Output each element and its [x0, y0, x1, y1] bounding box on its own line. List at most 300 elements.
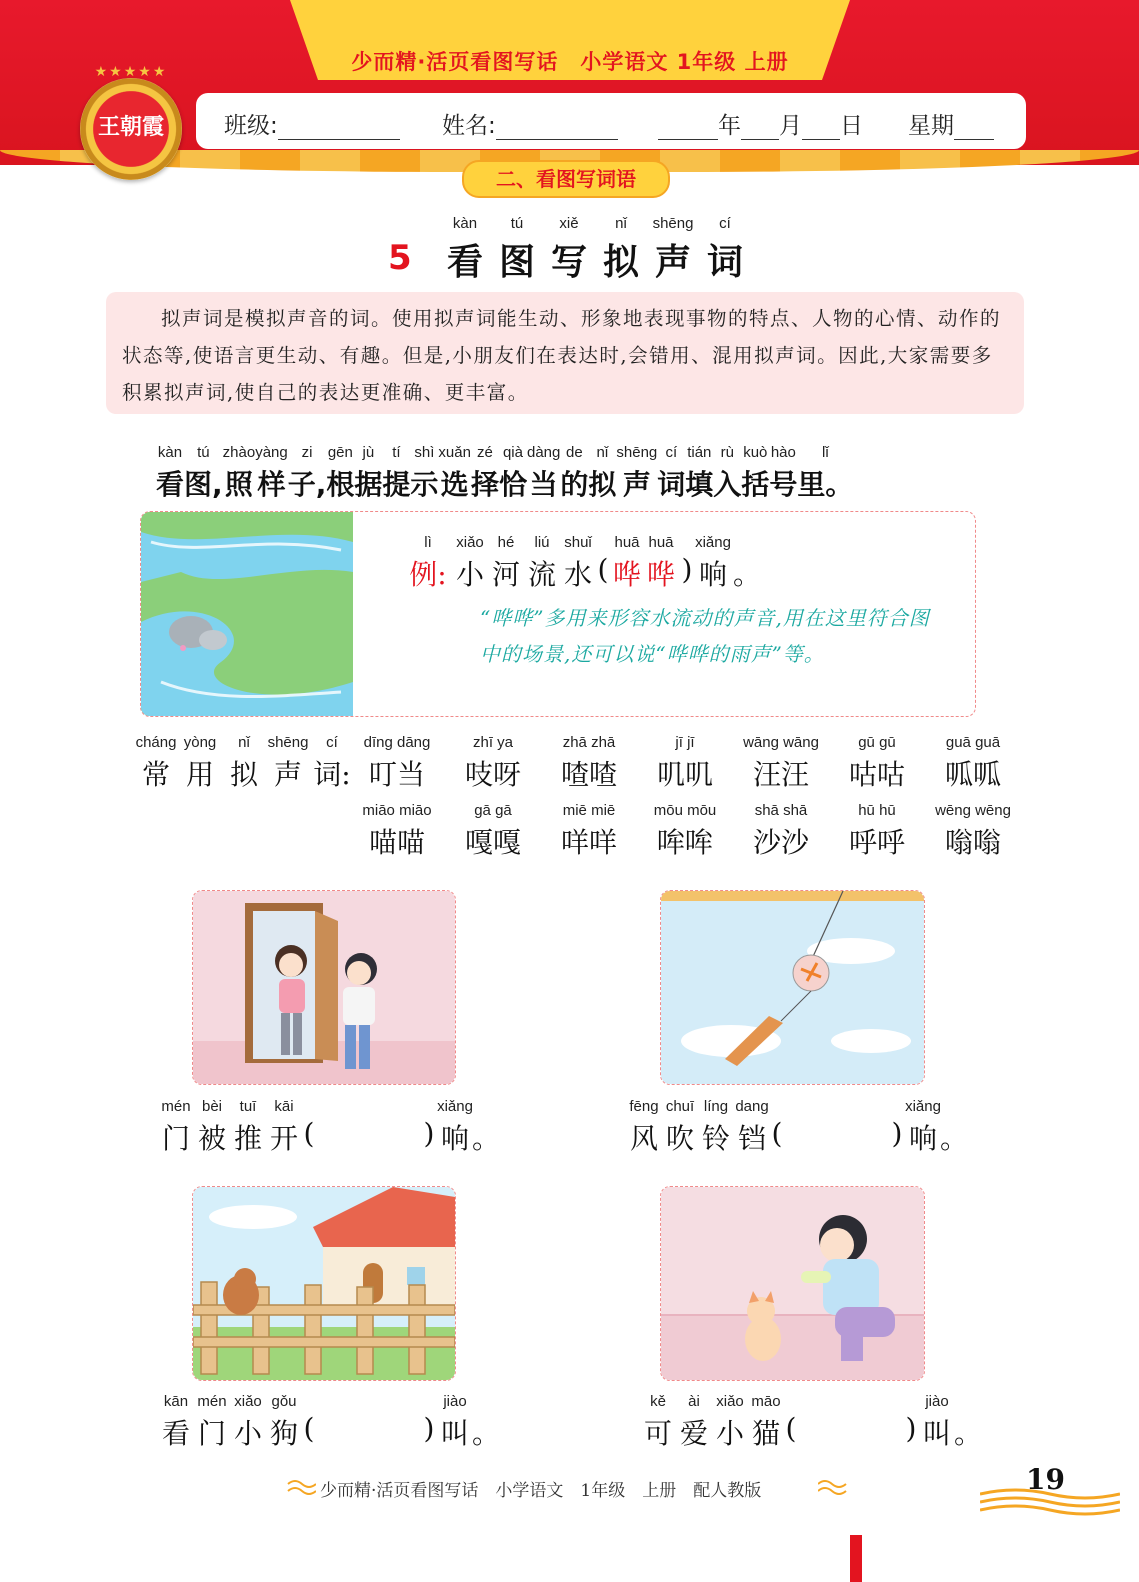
- pinyin: yàng: [255, 444, 288, 461]
- hanzi: ): [905, 1412, 917, 1445]
- pinyin: dīng dāng: [363, 734, 431, 751]
- period: [954, 1392, 982, 1452]
- pinyin: chuī: [665, 1098, 695, 1115]
- onomatopoeia-word: [458, 801, 528, 861]
- pinyin: zé: [477, 444, 493, 461]
- title-char: [550, 214, 588, 285]
- hanzi: 叮当: [368, 758, 425, 791]
- exercise-char: [676, 1392, 712, 1452]
- pinyin: wāng wāng: [743, 734, 819, 751]
- paren: [302, 1392, 316, 1452]
- pinyin: liú: [534, 534, 550, 551]
- exercise-char: [158, 1392, 194, 1452]
- pinyin: nǐ: [238, 734, 250, 751]
- hanzi: 吱呀: [464, 758, 521, 791]
- pinyin: fēng: [629, 1098, 659, 1115]
- hanzi: 写: [550, 242, 587, 283]
- month-label: 月: [779, 113, 802, 139]
- instruction-char: [560, 443, 588, 503]
- example-char: [696, 533, 730, 593]
- onomatopoeia-word: [842, 733, 912, 793]
- instruction-char: [741, 443, 769, 503]
- wave-left-icon: [286, 1478, 316, 1496]
- exercise-char: [438, 1392, 472, 1452]
- year-blank[interactable]: [658, 117, 718, 140]
- pinyin: bèi: [201, 1098, 223, 1115]
- paren: [420, 1097, 438, 1157]
- hanzi: 喵喵: [368, 826, 425, 859]
- instruction-char: [156, 443, 184, 503]
- instruction-char: [223, 443, 256, 503]
- example-answer-char: [610, 533, 644, 593]
- onomatopoeia-word: [362, 733, 432, 793]
- exercise-char: [266, 1392, 302, 1452]
- exercise-guard-dog[interactable]: [158, 1392, 500, 1452]
- instruction: [156, 443, 853, 503]
- lesson-title: [446, 214, 744, 285]
- class-field[interactable]: [224, 107, 400, 140]
- star-icon: ★★★★★: [94, 64, 168, 80]
- instruction-char: [288, 443, 327, 503]
- hanzi: 汪汪: [752, 758, 809, 791]
- instruction-char: [382, 443, 410, 503]
- hanzi: 提: [382, 468, 411, 501]
- hanzi: 里。: [797, 468, 854, 501]
- river-illustration: [141, 512, 353, 716]
- answer-blank[interactable]: [316, 1392, 420, 1452]
- pinyin: māo: [751, 1393, 781, 1410]
- pinyin: jù: [362, 444, 375, 461]
- answer-blank[interactable]: [316, 1097, 420, 1157]
- pinyin: cí: [665, 444, 678, 461]
- hanzi: (: [771, 1117, 783, 1150]
- hanzi: 猫: [751, 1417, 780, 1450]
- pinyin: tí: [392, 444, 401, 461]
- hanzi: 当: [529, 468, 558, 501]
- pinyin: zhā zhā: [562, 734, 616, 751]
- hanzi: 声: [622, 468, 651, 501]
- hanzi: 风: [629, 1122, 658, 1155]
- hanzi: (: [785, 1412, 797, 1445]
- pinyin: de: [566, 444, 583, 461]
- pinyin: qià: [502, 444, 523, 461]
- logo-text: 王朝霞: [97, 115, 164, 140]
- hanzi: 恰: [498, 468, 527, 501]
- kitten-illustration: [660, 1186, 925, 1381]
- exercise-char: [230, 1392, 266, 1452]
- hanzi: 咕咕: [848, 758, 905, 791]
- hanzi: ): [891, 1117, 903, 1150]
- hanzi: 爱: [679, 1417, 708, 1450]
- pinyin: xiě: [559, 215, 579, 232]
- pinyin: shēng: [267, 734, 309, 751]
- instruction-char: [527, 443, 560, 503]
- instruction-char: [657, 443, 685, 503]
- example-note: “哗哗”多用来形容水流动的声音,用在这里符合图中的场景,还可以说“哗哗的雨声”等。: [480, 606, 930, 666]
- series-title: 少而精·活页看图写话 小学语文 1年级 上册: [351, 50, 789, 74]
- hanzi: 的: [560, 468, 589, 501]
- pinyin: mōu mōu: [653, 802, 717, 819]
- hanzi: 被: [197, 1122, 226, 1155]
- pinyin: zi: [301, 444, 313, 461]
- pinyin: rù: [720, 444, 734, 461]
- pinyin: lǐ: [822, 444, 829, 461]
- instruction-char: [410, 443, 438, 503]
- pinyin: mén: [161, 1098, 191, 1115]
- hanzi: 小: [715, 1417, 744, 1450]
- week-label: 星期: [908, 113, 954, 139]
- pinyin: kàn: [157, 444, 183, 461]
- hanzi: 。: [472, 1417, 501, 1450]
- week-blank[interactable]: [954, 117, 994, 140]
- hanzi: 根: [326, 468, 355, 501]
- hanzi: 括: [741, 468, 770, 501]
- pinyin: miāo miāo: [362, 802, 432, 819]
- footer-text: 少而精·活页看图写话 小学语文 1年级 上册 配人教版: [320, 1481, 762, 1501]
- common-label-char: [266, 733, 310, 793]
- class-blank[interactable]: [278, 117, 400, 140]
- hanzi: 响: [440, 1122, 469, 1155]
- pinyin: kāi: [274, 1098, 294, 1115]
- onomatopoeia-word: [554, 733, 624, 793]
- hanzi: 照: [224, 468, 253, 501]
- instruction-char: [685, 443, 713, 503]
- class-label: 班级:: [224, 113, 278, 139]
- answer-blank[interactable]: [798, 1392, 902, 1452]
- hanzi: 择: [470, 468, 499, 501]
- paren: [678, 533, 696, 593]
- paren: [902, 1392, 920, 1452]
- instruction-char: [354, 443, 382, 503]
- title-char: [706, 214, 744, 285]
- pinyin: gā gā: [474, 802, 512, 819]
- hanzi: 图,: [184, 468, 223, 501]
- page-edge-tab: [850, 1535, 862, 1582]
- pinyin: huā: [614, 534, 640, 551]
- pinyin: cháng: [135, 734, 177, 751]
- exercise-char: [194, 1097, 230, 1157]
- pinyin: xuǎn: [438, 444, 471, 461]
- pinyin: tú: [510, 215, 524, 232]
- instruction-char: [255, 443, 288, 503]
- paren: [770, 1097, 784, 1157]
- pinyin: kě: [650, 1393, 666, 1410]
- pinyin: hào: [770, 444, 796, 461]
- hanzi: 。: [954, 1417, 983, 1450]
- pinyin: gū gū: [858, 734, 896, 751]
- pinyin: hé: [497, 534, 515, 551]
- hanzi: 喳喳: [560, 758, 617, 791]
- onomatopoeia-word: [362, 801, 432, 861]
- exercise-kitten[interactable]: [640, 1392, 982, 1452]
- date-field[interactable]: [658, 107, 863, 140]
- exercise-char: [748, 1392, 784, 1452]
- exercise-char: [920, 1392, 954, 1452]
- hanzi: 词: [706, 242, 743, 283]
- pinyin: kàn: [452, 215, 478, 232]
- common-words-row-2: [362, 801, 1011, 861]
- name-field[interactable]: [442, 107, 618, 140]
- example-label: [404, 533, 452, 593]
- hanzi: 推: [233, 1122, 262, 1155]
- hanzi: 据: [354, 468, 383, 501]
- day-blank[interactable]: [802, 117, 840, 140]
- instruction-char: [438, 443, 471, 503]
- hanzi: 门: [161, 1122, 190, 1155]
- period: [472, 1097, 500, 1157]
- hanzi: (: [303, 1117, 315, 1150]
- common-words-row-1: [362, 733, 1008, 793]
- instruction-char: [471, 443, 499, 503]
- onomatopoeia-word: [554, 801, 624, 861]
- pinyin: xiǎo: [716, 1393, 744, 1410]
- exercise-char: [640, 1392, 676, 1452]
- onomatopoeia-word: [650, 733, 720, 793]
- paren: [888, 1097, 906, 1157]
- title-char: [498, 214, 536, 285]
- hanzi: 声: [273, 758, 302, 791]
- hanzi: 入: [713, 468, 742, 501]
- pinyin: shēng: [652, 215, 694, 232]
- period: [940, 1097, 968, 1157]
- hanzi: 样: [257, 468, 286, 501]
- pinyin: ài: [688, 1393, 700, 1410]
- pinyin: xiǎng: [905, 1098, 941, 1115]
- hanzi: 吹: [665, 1122, 694, 1155]
- exercise-char: [712, 1392, 748, 1452]
- onomatopoeia-word: [935, 801, 1011, 861]
- hanzi: 拟: [602, 242, 639, 283]
- pinyin: líng: [703, 1098, 729, 1115]
- brand-logo: [80, 64, 182, 180]
- hanzi: 水: [563, 558, 592, 591]
- pinyin: cí: [719, 215, 731, 232]
- hanzi: ): [423, 1412, 435, 1445]
- paren: [302, 1097, 316, 1157]
- hanzi: 开: [269, 1122, 298, 1155]
- hanzi: 嗡嗡: [944, 826, 1001, 859]
- title-char: [446, 214, 484, 285]
- example-sentence: [404, 533, 764, 593]
- onomatopoeia-word: [746, 801, 816, 861]
- week-field[interactable]: [908, 107, 994, 140]
- hanzi: 哗: [646, 558, 675, 591]
- name-label: 姓名:: [442, 113, 496, 139]
- pinyin: xiǎo: [456, 534, 484, 551]
- instruction-char: [499, 443, 527, 503]
- pinyin: kān: [163, 1393, 189, 1410]
- hanzi: 铃: [701, 1122, 730, 1155]
- pinyin: nǐ: [596, 444, 609, 461]
- pinyin: xiǎng: [695, 534, 731, 551]
- hanzi: 拟: [588, 468, 617, 501]
- hanzi: 叽叽: [656, 758, 713, 791]
- common-label-char: [178, 733, 222, 793]
- hanzi: 。: [472, 1122, 501, 1155]
- hanzi: 小: [233, 1417, 262, 1450]
- pinyin: mén: [197, 1393, 227, 1410]
- pinyin: kuò: [743, 444, 768, 461]
- hanzi: 咩咩: [560, 826, 617, 859]
- exercise-char: [626, 1097, 662, 1157]
- exercise-char: [230, 1097, 266, 1157]
- hanzi: 呱呱: [944, 758, 1001, 791]
- title-char: [602, 214, 640, 285]
- paren: [420, 1392, 438, 1452]
- common-label-char: [310, 733, 354, 793]
- intro-text: 拟声词是模拟声音的词。使用拟声词能生动、形象地表现事物的特点、人物的心情、动作的状态等,使语言更生动、有趣。但是,小朋友们在表达时,会错用、混用拟声词。因此,大家需要多积累拟声词,使自己的表达更准确、更丰富。: [122, 307, 1002, 404]
- onomatopoeia-word: [842, 801, 912, 861]
- hanzi: 铛: [737, 1122, 766, 1155]
- hanzi: 嘎嘎: [464, 826, 521, 859]
- hanzi: 看: [161, 1417, 190, 1450]
- pinyin: tú: [197, 444, 210, 461]
- hanzi: (: [597, 553, 609, 586]
- example-char: [524, 533, 560, 593]
- hanzi: 。: [940, 1122, 969, 1155]
- exercise-door[interactable]: [158, 1097, 500, 1157]
- pinyin: nǐ: [615, 215, 627, 232]
- pinyin: gēn: [327, 444, 353, 461]
- hanzi: 呼呼: [848, 826, 905, 859]
- pinyin: shā shā: [754, 802, 808, 819]
- instruction-char: [713, 443, 741, 503]
- pinyin: zhī ya: [472, 734, 514, 751]
- instruction-char: [769, 443, 797, 503]
- title-char: [654, 214, 692, 285]
- paren: [784, 1392, 798, 1452]
- hanzi: 选: [440, 468, 469, 501]
- instruction-char: [184, 443, 223, 503]
- hanzi: 哗: [612, 558, 641, 591]
- exercise-char: [698, 1097, 734, 1157]
- pinyin: huā: [648, 534, 674, 551]
- pinyin: jiào: [925, 1393, 949, 1410]
- onomatopoeia-word: [650, 801, 720, 861]
- instruction-char: [797, 443, 853, 503]
- pinyin: tián: [687, 444, 712, 461]
- pinyin: lì: [424, 534, 432, 551]
- exercise-char: [906, 1097, 940, 1157]
- hanzi: 图: [498, 242, 535, 283]
- pinyin: wēng wēng: [935, 802, 1011, 819]
- hanzi: 叫: [922, 1417, 951, 1450]
- pinyin: gǒu: [271, 1393, 297, 1410]
- pinyin: xiǎo: [234, 1393, 262, 1410]
- hanzi: 子,: [287, 468, 327, 501]
- hanzi: ): [681, 553, 693, 586]
- hanzi: 沙沙: [752, 826, 809, 859]
- exercise-char: [266, 1097, 302, 1157]
- hanzi: 声: [654, 242, 691, 283]
- pinyin: xiǎng: [437, 1098, 473, 1115]
- pinyin: miē miē: [562, 802, 616, 819]
- hanzi: 词: [657, 468, 686, 501]
- example-char: [488, 533, 524, 593]
- year-label: 年: [718, 113, 741, 139]
- common-label-char: [222, 733, 266, 793]
- month-blank[interactable]: [741, 117, 779, 140]
- pinyin: dang: [735, 1098, 769, 1115]
- hanzi: 响: [698, 558, 727, 591]
- instruction-char: [616, 443, 657, 503]
- pinyin: dàng: [526, 444, 561, 461]
- hanzi: 看: [156, 468, 185, 501]
- onomatopoeia-word: [743, 733, 819, 793]
- name-blank[interactable]: [496, 117, 618, 140]
- hanzi: 叫: [440, 1417, 469, 1450]
- example-char: [730, 533, 764, 593]
- page-wave-decoration: [980, 1486, 1120, 1516]
- hanzi: 流: [527, 558, 556, 591]
- example-answer-char: [644, 533, 678, 593]
- hanzi: 狗: [269, 1417, 298, 1450]
- pinyin: zhào: [222, 444, 256, 461]
- example-char: [452, 533, 488, 593]
- day-label: 日: [840, 113, 863, 139]
- guard-dog-illustration: [192, 1186, 456, 1381]
- instruction-char: [326, 443, 354, 503]
- hanzi: 号: [769, 468, 798, 501]
- hanzi: 看: [446, 242, 483, 283]
- hanzi: 示: [410, 468, 439, 501]
- common-words-label: [134, 733, 354, 793]
- hanzi: 可: [643, 1417, 672, 1450]
- hanzi: (: [303, 1412, 315, 1445]
- door-illustration: [192, 890, 456, 1085]
- pinyin: jī jī: [675, 734, 695, 751]
- pinyin: guā guā: [945, 734, 1001, 751]
- instruction-char: [588, 443, 616, 503]
- hanzi: 。: [732, 558, 761, 591]
- student-info-box: [196, 93, 1026, 149]
- exercise-char: [158, 1097, 194, 1157]
- intro-box: [106, 292, 1024, 414]
- wind-chime-illustration: [660, 890, 925, 1085]
- period: [472, 1392, 500, 1452]
- hanzi: 响: [908, 1122, 937, 1155]
- hanzi: ): [423, 1117, 435, 1150]
- pinyin: shì: [414, 444, 435, 461]
- hanzi: 拟: [229, 758, 258, 791]
- exercise-char: [194, 1392, 230, 1452]
- wave-right-icon: [818, 1478, 848, 1496]
- common-label-char: [134, 733, 178, 793]
- hanzi: 门: [197, 1417, 226, 1450]
- answer-blank[interactable]: [784, 1097, 888, 1157]
- pinyin: shēng: [616, 444, 658, 461]
- page-number: 19: [1026, 1463, 1065, 1496]
- exercise-char: [438, 1097, 472, 1157]
- exercise-char: [734, 1097, 770, 1157]
- hanzi: 词:: [313, 758, 351, 791]
- onomatopoeia-word: [938, 733, 1008, 793]
- pinyin: hū hū: [858, 802, 896, 819]
- pinyin: shuǐ: [564, 534, 592, 551]
- exercise-char: [662, 1097, 698, 1157]
- paren: [596, 533, 610, 593]
- hanzi: 例:: [409, 558, 447, 591]
- pinyin: yòng: [183, 734, 217, 751]
- exercise-wind-chime[interactable]: [626, 1097, 968, 1157]
- hanzi: 常: [141, 758, 170, 791]
- hanzi: 哞哞: [656, 826, 713, 859]
- section-tag: 二、看图写词语: [462, 160, 670, 198]
- example-char: [560, 533, 596, 593]
- lesson-number: 5: [388, 238, 412, 278]
- hanzi: 小: [455, 558, 484, 591]
- hanzi: 河: [491, 558, 520, 591]
